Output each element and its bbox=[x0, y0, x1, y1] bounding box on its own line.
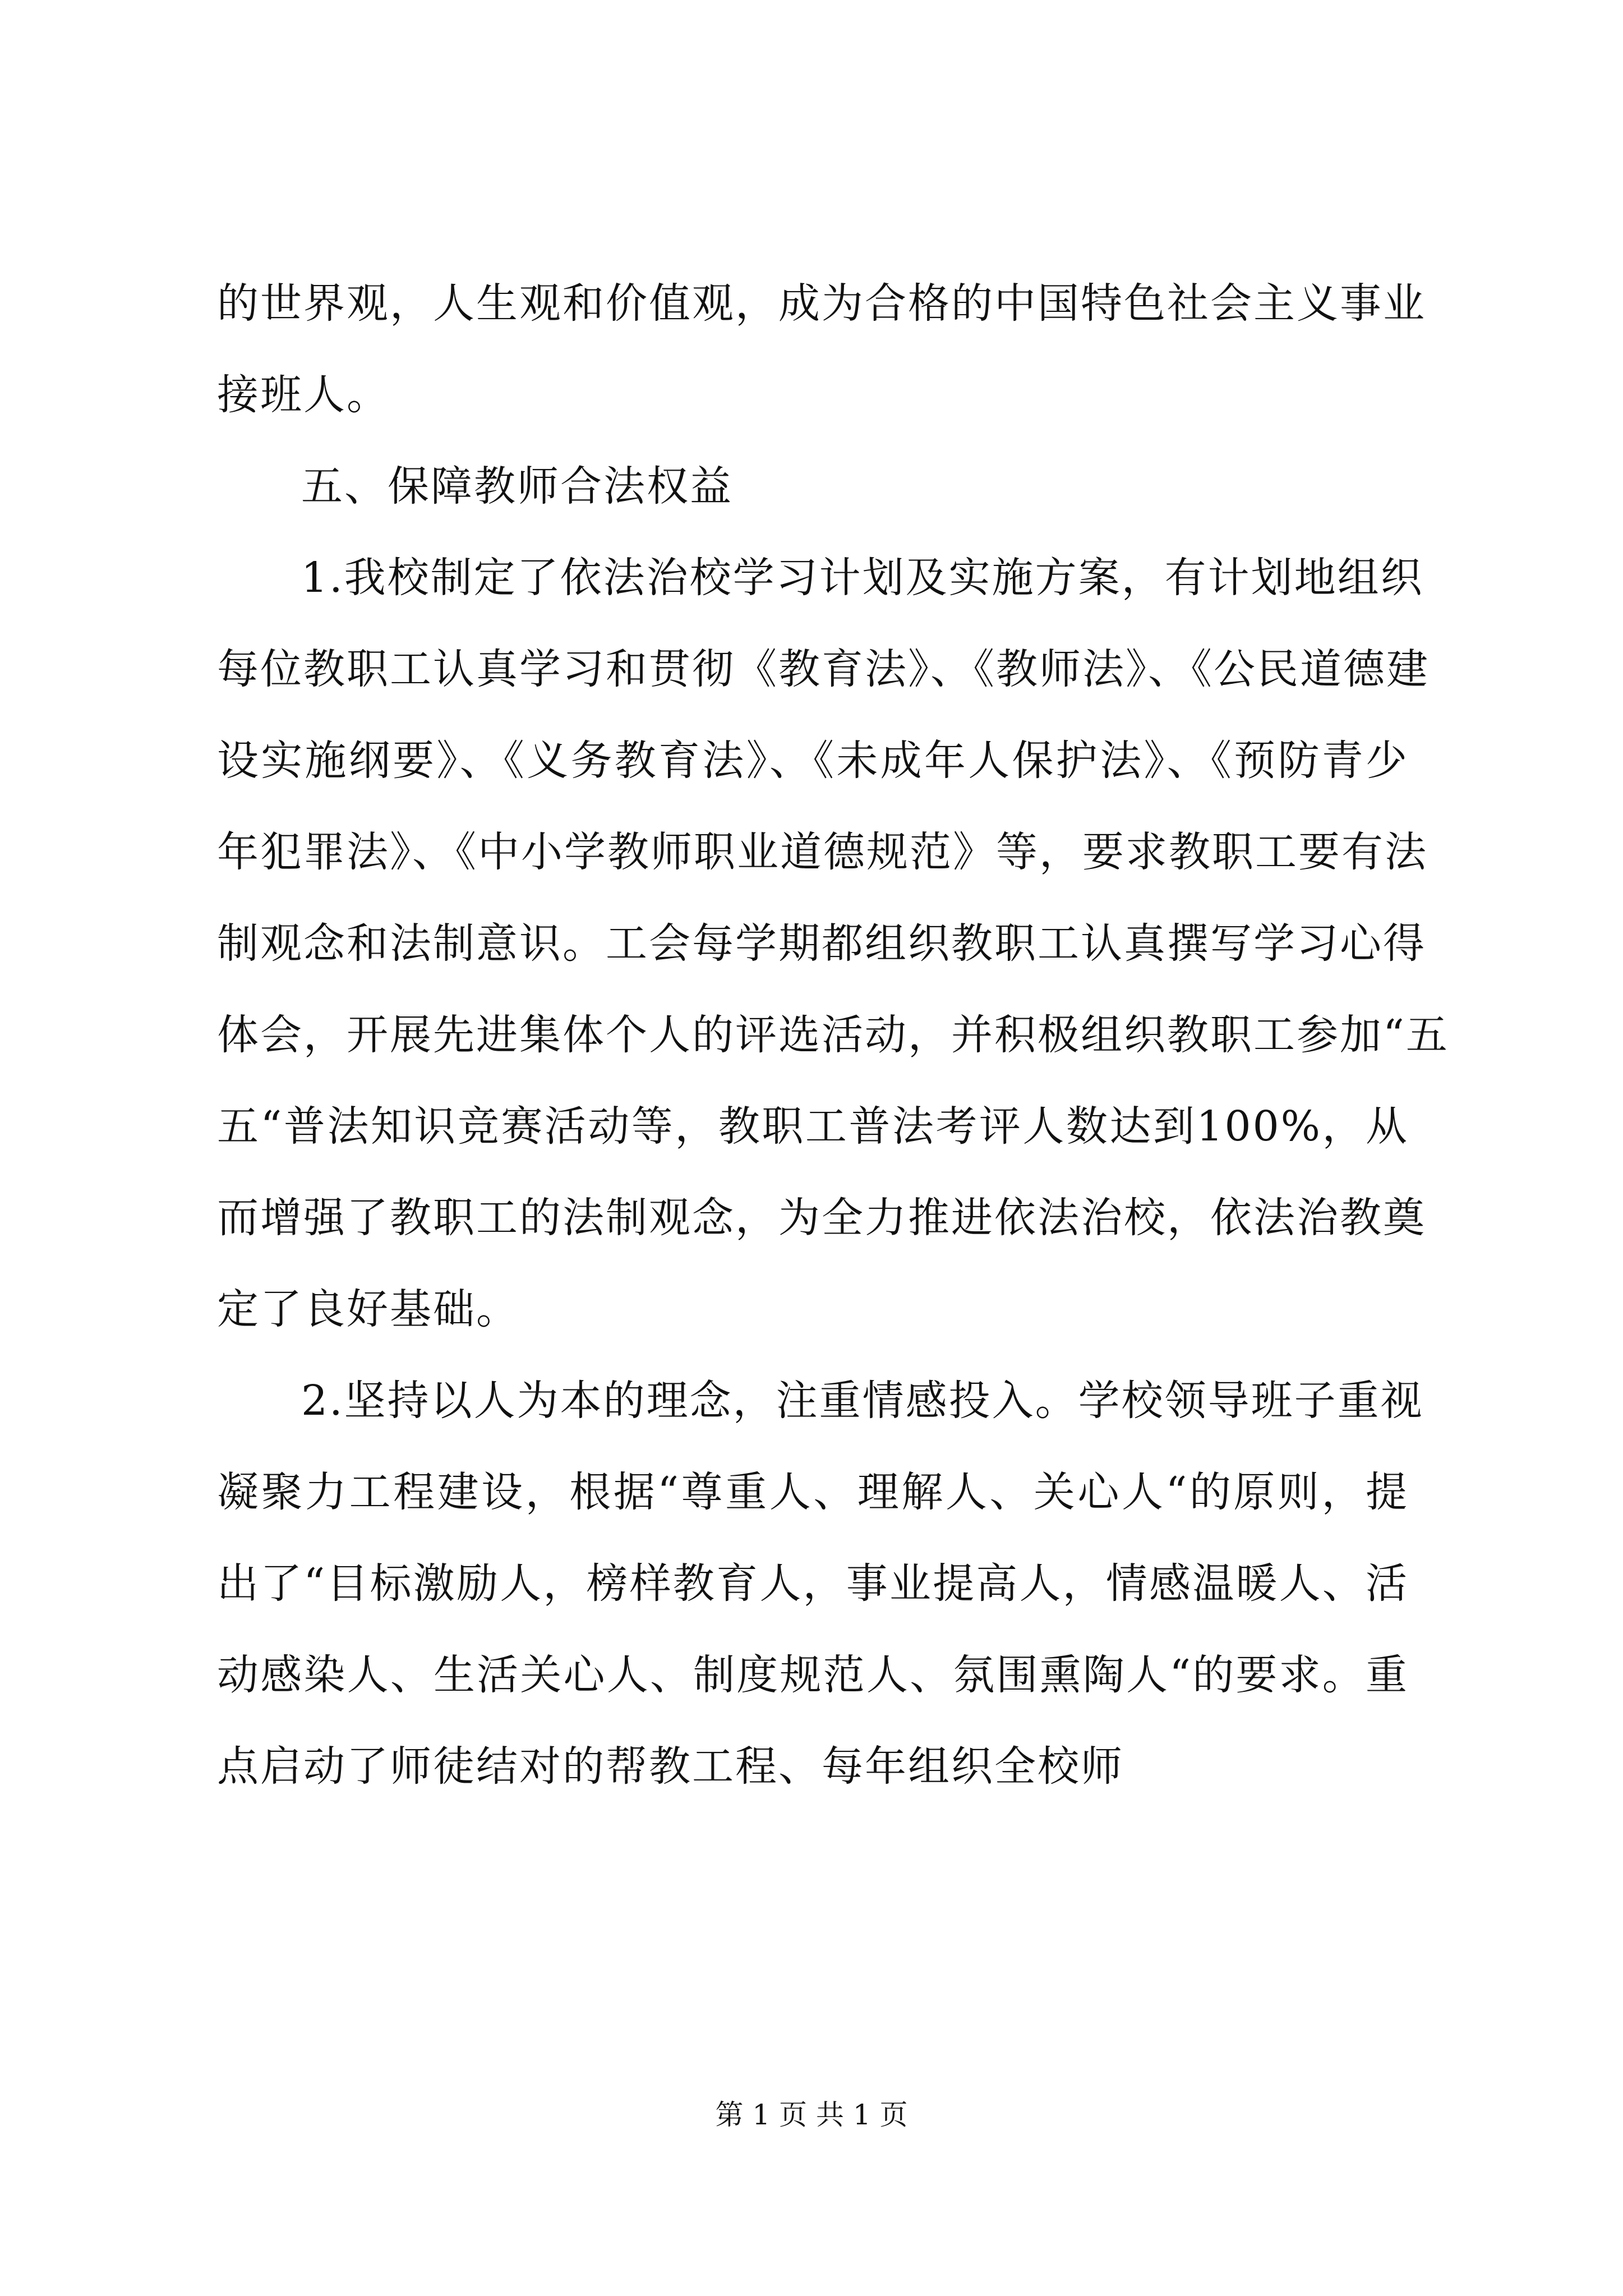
text-line-1: 的世界观，人生观和价值观，成为合格的中国特色社会主义事业 bbox=[217, 279, 1426, 328]
text-line-11: 而增强了教职工的法制观念，为全力推进依法治校，依法治教奠 bbox=[217, 1194, 1426, 1242]
text-line-17: 点启动了师徒结对的帮教工程、每年组织全校师 bbox=[217, 1742, 1124, 1791]
text-line-10: 五“普法知识竞赛活动等，教职工普法考评人数达到100%，从 bbox=[217, 1102, 1409, 1151]
text-line-5: 每位教职工认真学习和贯彻《教育法》、《教师法》、《公民道德建 bbox=[217, 645, 1430, 693]
text-line-4: 1.我校制定了依法治校学习计划及实施方案，有计划地组织 bbox=[301, 554, 1424, 602]
section-heading: 五、保障教师合法权益 bbox=[301, 462, 733, 510]
text-line-13: 2.坚持以人为本的理念，注重情感投入。学校领导班子重视 bbox=[301, 1377, 1424, 1425]
text-line-16: 动感染人、生活关心人、制度规范人、氛围熏陶人“的要求。重 bbox=[217, 1651, 1409, 1699]
text-line-14: 凝聚力工程建设，根据“尊重人、理解人、关心人“的原则，提 bbox=[217, 1468, 1409, 1516]
text-line-7: 年犯罪法》、《中小学教师职业道德规范》等，要求教职工要有法 bbox=[217, 828, 1428, 876]
body-text bbox=[217, 258, 1449, 1812]
text-line-12: 定了良好基础。 bbox=[217, 1285, 519, 1333]
text-line-15: 出了“目标激励人，榜样教育人，事业提高人，情感温暖人、活 bbox=[217, 1559, 1409, 1608]
text-line-9: 体会，开展先进集体个人的评选活动，并积极组织教职工参加“五 bbox=[217, 1011, 1449, 1059]
text-line-6: 设实施纲要》、《义务教育法》、《未成年人保护法》、《预防青少 bbox=[217, 737, 1409, 785]
page-number-footer: 第 1 页 共 1 页 bbox=[715, 2099, 908, 2131]
text-line-8: 制观念和法制意识。工会每学期都组织教职工认真撰写学习心得 bbox=[217, 919, 1426, 968]
text-line-2: 接班人。 bbox=[217, 371, 390, 419]
